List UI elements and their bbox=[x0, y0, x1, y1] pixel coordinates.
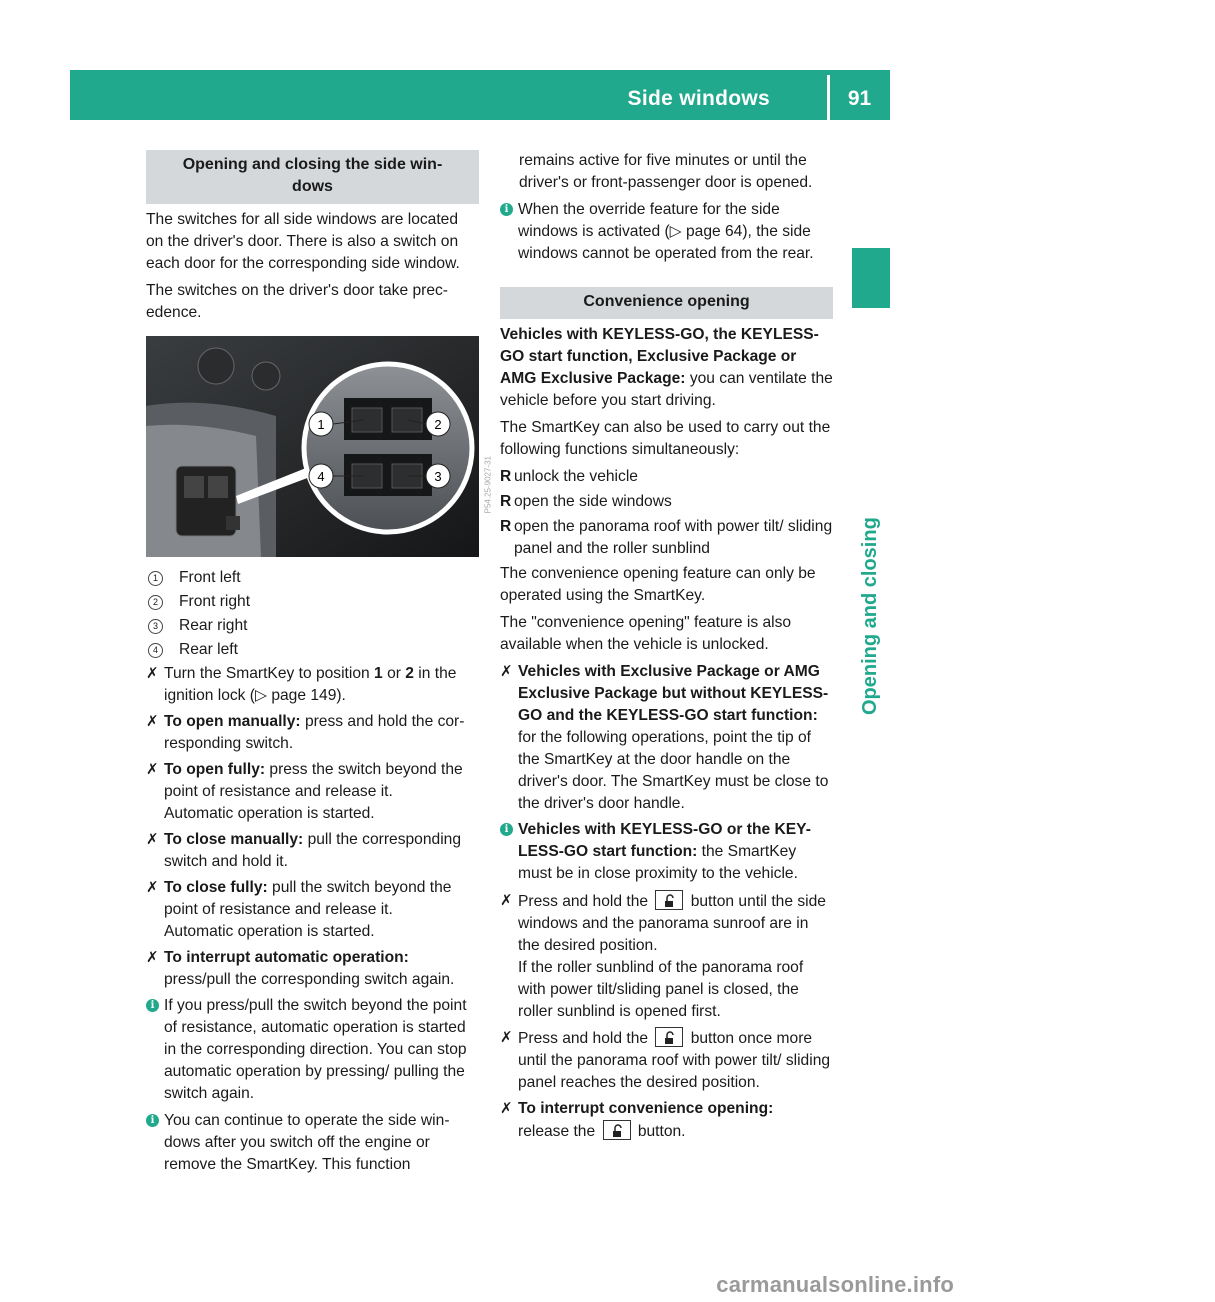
legend-item bbox=[146, 591, 479, 613]
paragraph: The SmartKey can also be used to carry out the following functions simultaneously: bbox=[500, 419, 831, 458]
legend-label: Front right bbox=[179, 593, 251, 610]
instruction-step bbox=[146, 711, 479, 755]
chapter-tab-marker bbox=[852, 248, 890, 308]
section-title: Side windows bbox=[627, 87, 770, 110]
legend-label: Rear right bbox=[179, 617, 248, 634]
bullet-icon: R bbox=[500, 493, 512, 510]
step-text: release the bbox=[518, 1123, 600, 1140]
header-separator bbox=[827, 75, 830, 120]
continued-paragraph: remains active for five minutes or until the driver's or front-passenger door is opened. bbox=[519, 152, 813, 191]
unlock-button-icon bbox=[655, 890, 683, 910]
instruction-step bbox=[146, 947, 479, 991]
heading-text: Opening and closing the side win- dows bbox=[182, 156, 443, 195]
image-code: P54.25-9027-31 bbox=[483, 456, 492, 514]
header-bar bbox=[70, 70, 890, 120]
paragraph bbox=[500, 324, 833, 412]
step-text: in the ignition lock (▷ page 149). bbox=[164, 665, 457, 704]
step-text: button. bbox=[633, 1123, 686, 1140]
legend-label: Front left bbox=[179, 569, 241, 586]
callout-number-icon: 4 bbox=[148, 643, 163, 658]
step-text: pull the switch beyond the point of resistance and release it. bbox=[164, 879, 452, 918]
step-text: If the roller sunblind of the panorama roof with power tilt/sliding panel is closed, the roller sunblind is opened first. bbox=[518, 959, 804, 1020]
paragraph-text: you can ventilate the vehicle before you start driving. bbox=[500, 370, 833, 409]
svg-text:2: 2 bbox=[434, 417, 442, 432]
step-text: for the following operations, point the tip of the SmartKey at the door handle on the driver's door. The SmartKey must be close to the driver's door handle. bbox=[518, 729, 829, 812]
section-heading-side-windows bbox=[146, 150, 479, 204]
intro-paragraph-2: The switches on the driver's door take prec- edence. bbox=[146, 282, 448, 321]
step-title: To close manually: bbox=[164, 831, 304, 848]
note-text: When the override feature for the side windows is activated (▷ page 64), the side windows cannot be operated from the rear. bbox=[518, 201, 814, 262]
door-switch-illustration bbox=[146, 336, 479, 557]
svg-text:3: 3 bbox=[434, 469, 442, 484]
instruction-step bbox=[146, 663, 479, 707]
heading-text: Convenience opening bbox=[583, 293, 750, 310]
door-switch-photo bbox=[146, 336, 492, 557]
bullet-text: open the side windows bbox=[514, 493, 672, 510]
info-note bbox=[146, 995, 479, 1105]
legend-item bbox=[146, 639, 479, 661]
instruction-step bbox=[500, 1098, 833, 1143]
step-arrow-icon: ✗ bbox=[146, 713, 159, 730]
step-arrow-icon: ✗ bbox=[146, 879, 159, 896]
bullet-text: unlock the vehicle bbox=[514, 468, 638, 485]
step-arrow-icon: ✗ bbox=[146, 761, 159, 778]
step-text: press the switch beyond the point of resistance and release it. bbox=[164, 761, 463, 800]
step-arrow-icon: ✗ bbox=[500, 1029, 513, 1046]
key-position: 1 bbox=[374, 665, 383, 682]
footer-watermark: carmanualsonline.info bbox=[716, 1272, 954, 1297]
step-text: Press and hold the bbox=[518, 1030, 653, 1047]
info-note bbox=[500, 819, 833, 885]
step-title: To interrupt automatic operation: bbox=[164, 949, 409, 966]
instruction-step bbox=[146, 877, 479, 943]
step-text: button once more until the panorama roof with power tilt/ sliding panel reaches the desired position. bbox=[518, 1030, 831, 1091]
legend-item bbox=[146, 567, 479, 589]
step-arrow-icon: ✗ bbox=[500, 663, 513, 680]
step-text: Automatic operation is started. bbox=[164, 805, 375, 822]
paragraph: The "convenience opening" feature is also available when the vehicle is unlocked. bbox=[500, 614, 792, 653]
legend-list bbox=[146, 567, 479, 661]
intro-paragraph: The switches for all side windows are located on the driver's door. There is also a switch on each door for the corresponding side window. bbox=[146, 211, 460, 272]
note-text: the SmartKey must be in close proximity to the vehicle. bbox=[518, 843, 798, 882]
page-number: 91 bbox=[847, 87, 872, 110]
svg-text:4: 4 bbox=[317, 469, 325, 484]
bullet-icon: R bbox=[500, 468, 512, 485]
info-icon: i bbox=[500, 823, 513, 836]
step-text: button until the side windows and the panorama sunroof are in the desired position. bbox=[518, 893, 826, 954]
step-title: To interrupt convenience opening: bbox=[518, 1100, 774, 1117]
note-text: You can continue to operate the side win- dows after you switch off the engine or remove the SmartKey. This function bbox=[164, 1112, 450, 1173]
step-title: To open fully: bbox=[164, 761, 266, 778]
instruction-step bbox=[500, 1027, 833, 1094]
note-bold: Vehicles with KEYLESS-GO or the KEY- LESS-GO start function: bbox=[518, 821, 811, 860]
bullet-item bbox=[500, 491, 833, 513]
step-text: Automatic operation is started. bbox=[164, 923, 375, 940]
key-position: 2 bbox=[405, 665, 414, 682]
step-text: pull the corresponding switch and hold it. bbox=[164, 831, 462, 870]
info-note bbox=[146, 1110, 479, 1176]
legend-item bbox=[146, 615, 479, 637]
section-heading-convenience-opening bbox=[500, 287, 833, 319]
step-arrow-icon: ✗ bbox=[146, 831, 159, 848]
callout-number-icon: 2 bbox=[148, 595, 163, 610]
info-icon: i bbox=[146, 999, 159, 1012]
chapter-tab bbox=[855, 517, 1215, 715]
bullet-text: open the panorama roof with power tilt/ sliding panel and the roller sunblind bbox=[514, 518, 833, 557]
step-text: or bbox=[382, 665, 406, 682]
step-arrow-icon: ✗ bbox=[500, 892, 513, 909]
step-text: press and hold the cor- responding switch. bbox=[164, 713, 465, 752]
bullet-item bbox=[500, 466, 833, 488]
bullet-item bbox=[500, 516, 833, 560]
instruction-step bbox=[146, 759, 479, 825]
callout-number-icon: 3 bbox=[148, 619, 163, 634]
svg-text:1: 1 bbox=[317, 417, 325, 432]
info-note bbox=[500, 199, 833, 265]
step-arrow-icon: ✗ bbox=[146, 665, 159, 682]
unlock-button-icon bbox=[655, 1027, 683, 1047]
step-arrow-icon: ✗ bbox=[146, 949, 159, 966]
step-arrow-icon: ✗ bbox=[500, 1100, 513, 1117]
step-text: press/pull the corresponding switch again. bbox=[164, 971, 455, 988]
callout-number-icon: 1 bbox=[148, 571, 163, 586]
right-column bbox=[500, 150, 833, 1147]
chapter-tab-label: Opening and closing bbox=[859, 517, 881, 715]
paragraph-bold: Vehicles with KEYLESS-GO, the KEYLESS- GO start function, Exclusive Package or AMG Exclusive Package: bbox=[500, 326, 819, 387]
step-title: Vehicles with Exclusive Package or AMG Exclusive Package but without KEYLESS-GO and the KEYLESS-GO start function: bbox=[518, 663, 829, 724]
note-text: If you press/pull the switch beyond the point of resistance, automatic operation is started in the corresponding direction. You can stop automatic operation by pressing/ pulling the switch again. bbox=[164, 997, 467, 1102]
instruction-step bbox=[500, 890, 833, 1023]
paragraph: The convenience opening feature can only be operated using the SmartKey. bbox=[500, 565, 816, 604]
step-text: Press and hold the bbox=[518, 893, 653, 910]
info-icon: i bbox=[500, 203, 513, 216]
step-title: To open manually: bbox=[164, 713, 301, 730]
unlock-button-icon bbox=[603, 1120, 631, 1140]
step-text: Turn the SmartKey to position bbox=[164, 665, 375, 682]
left-column bbox=[146, 150, 492, 1181]
info-icon: i bbox=[146, 1114, 159, 1127]
instruction-step bbox=[146, 829, 479, 873]
step-title: To close fully: bbox=[164, 879, 268, 896]
bullet-icon: R bbox=[500, 518, 512, 535]
instruction-step bbox=[500, 661, 833, 815]
legend-label: Rear left bbox=[179, 641, 238, 658]
